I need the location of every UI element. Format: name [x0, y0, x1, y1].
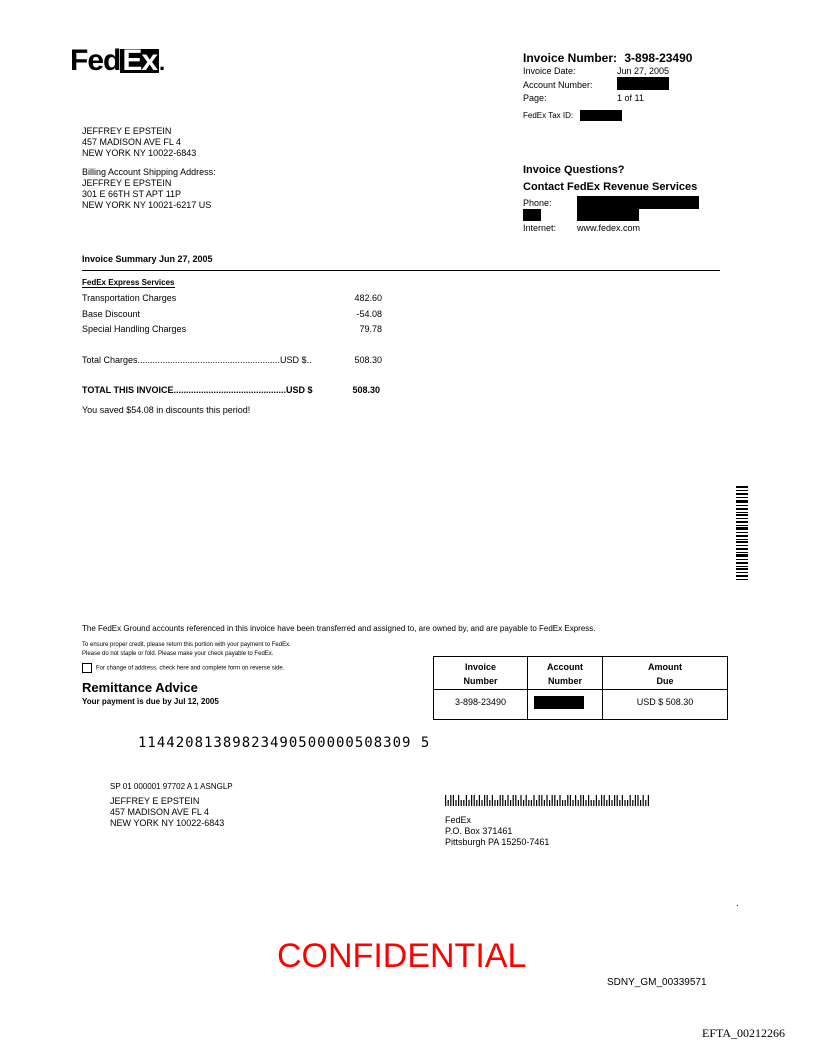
- invoice-number: 3-898-23490: [624, 51, 693, 65]
- postal-barcode: [445, 795, 651, 806]
- credit-notice-2: Please do not staple or fold. Please make your check payable to FedEx.: [82, 651, 274, 657]
- phone-redaction-1: [577, 196, 699, 209]
- col-amount-header-1: Amount: [648, 662, 682, 672]
- vertical-barcode: [736, 486, 748, 580]
- billing-name: JEFFREY E EPSTEIN: [82, 178, 172, 188]
- billing-label: Billing Account Shipping Address:: [82, 167, 216, 177]
- phone-redaction-3: [577, 209, 639, 221]
- fedex-logo: [70, 44, 164, 78]
- remit-invoice-number: 3-898-23490: [454, 697, 507, 707]
- billing-city: NEW YORK NY 10021-6217 US: [82, 200, 212, 210]
- invoice-date-label: Invoice Date:: [523, 66, 576, 76]
- tax-id-redaction: [580, 110, 622, 121]
- col-account: [528, 657, 602, 719]
- stray-dot: .: [736, 898, 739, 909]
- bates-number: SDNY_GM_00339571: [607, 977, 707, 988]
- questions-title: Invoice Questions?: [523, 164, 625, 176]
- summary-title: Invoice Summary Jun 27, 2005: [82, 254, 213, 264]
- efta-number: EFTA_00212266: [702, 1026, 786, 1040]
- customer-city: NEW YORK NY 10022-6843: [82, 148, 197, 158]
- remit-amount-due: USD $ 508.30: [636, 697, 694, 707]
- col-account-header-1: Account: [547, 662, 583, 672]
- customer-address: [82, 126, 196, 159]
- questions-contact: Contact FedEx Revenue Services: [523, 181, 698, 193]
- summary-divider: [82, 270, 720, 271]
- payment-due: Your payment is due by Jul 12, 2005: [82, 697, 219, 706]
- mailing-code: SP 01 000001 97702 A 1 ASNGLP: [110, 782, 233, 791]
- remittance-table: [433, 656, 728, 720]
- page-label: Page:: [523, 93, 547, 103]
- logo-ex: Ex: [122, 44, 158, 77]
- col-invoice-header-2: Number: [463, 676, 498, 686]
- billing-address: [82, 167, 216, 211]
- remit-to-address: [445, 815, 549, 848]
- invoice-number-row: [523, 51, 692, 65]
- mailing-address: [110, 796, 224, 829]
- customer-street: 457 MADISON AVE FL 4: [82, 137, 182, 147]
- address-change-row[interactable]: [82, 663, 284, 673]
- col-amount-header-2: Due: [656, 676, 674, 686]
- col-invoice: [434, 657, 527, 719]
- phone-label: Phone:: [523, 198, 552, 208]
- invoice-date: Jun 27, 2005: [617, 66, 670, 76]
- billing-street: 301 E 66TH ST APT 11P: [82, 189, 182, 199]
- page-number: 1 of 11: [617, 93, 644, 103]
- remit-to-name: FedEx: [445, 815, 472, 825]
- logo-dot: .: [159, 50, 165, 75]
- savings-note: You saved $54.08 in discounts this period!: [82, 405, 251, 415]
- row-discount-value: -54.08: [356, 309, 382, 319]
- address-change-label: For change of address, check here and complete form on reverse side.: [96, 665, 285, 672]
- row-transportation-label: Transportation Charges: [82, 293, 177, 303]
- phone-redaction-2: [523, 209, 541, 221]
- remit-to-city: Pittsburgh PA 15250-7461: [445, 837, 550, 847]
- remit-to-pobox: P.O. Box 371461: [445, 826, 513, 836]
- logo-fed: Fed: [70, 44, 121, 77]
- row-transportation-value: 482.60: [354, 293, 382, 303]
- row-special-value: 79.78: [359, 324, 382, 334]
- col-amount: [603, 657, 727, 719]
- remit-account-redaction: [534, 696, 584, 709]
- col-account-header-2: Number: [547, 676, 582, 686]
- ground-notice: The FedEx Ground accounts referenced in this invoice have been transferred and assigned to, are owned by, and are payable to FedEx Express.: [82, 624, 596, 633]
- total-charges-value: 508.30: [354, 355, 382, 365]
- ocr-scan-line: 11442081389823490500000508309 5: [138, 735, 431, 751]
- invoice-total-value: 508.30: [352, 385, 380, 395]
- mailing-city: NEW YORK NY 10022-6843: [110, 818, 225, 828]
- internet-url[interactable]: www.fedex.com: [577, 223, 641, 233]
- mailing-name: JEFFREY E EPSTEIN: [110, 796, 200, 806]
- invoice-number-label: Invoice Number:: [523, 51, 618, 65]
- total-charges-label: Total Charges.........................................................USD $..: [82, 355, 312, 365]
- row-discount-label: Base Discount: [82, 309, 141, 319]
- account-number-redaction: [617, 77, 669, 90]
- remittance-title: Remittance Advice: [82, 680, 198, 695]
- customer-name: JEFFREY E EPSTEIN: [82, 126, 172, 136]
- credit-notice-1: To ensure proper credit, please return this portion with your payment to FedEx.: [82, 642, 291, 648]
- address-change-checkbox[interactable]: [82, 663, 92, 673]
- row-special-label: Special Handling Charges: [82, 324, 187, 334]
- tax-id-label: FedEx Tax ID:: [523, 111, 574, 120]
- internet-label: Internet:: [523, 223, 557, 233]
- col-invoice-header-1: Invoice: [464, 662, 496, 672]
- account-number-label: Account Number:: [523, 80, 593, 90]
- confidential-stamp: CONFIDENTIAL: [277, 937, 527, 975]
- summary-section-title: FedEx Express Services: [82, 278, 175, 287]
- mailing-street: 457 MADISON AVE FL 4: [110, 807, 210, 817]
- invoice-total-label: TOTAL THIS INVOICE.............................................USD $: [82, 385, 313, 395]
